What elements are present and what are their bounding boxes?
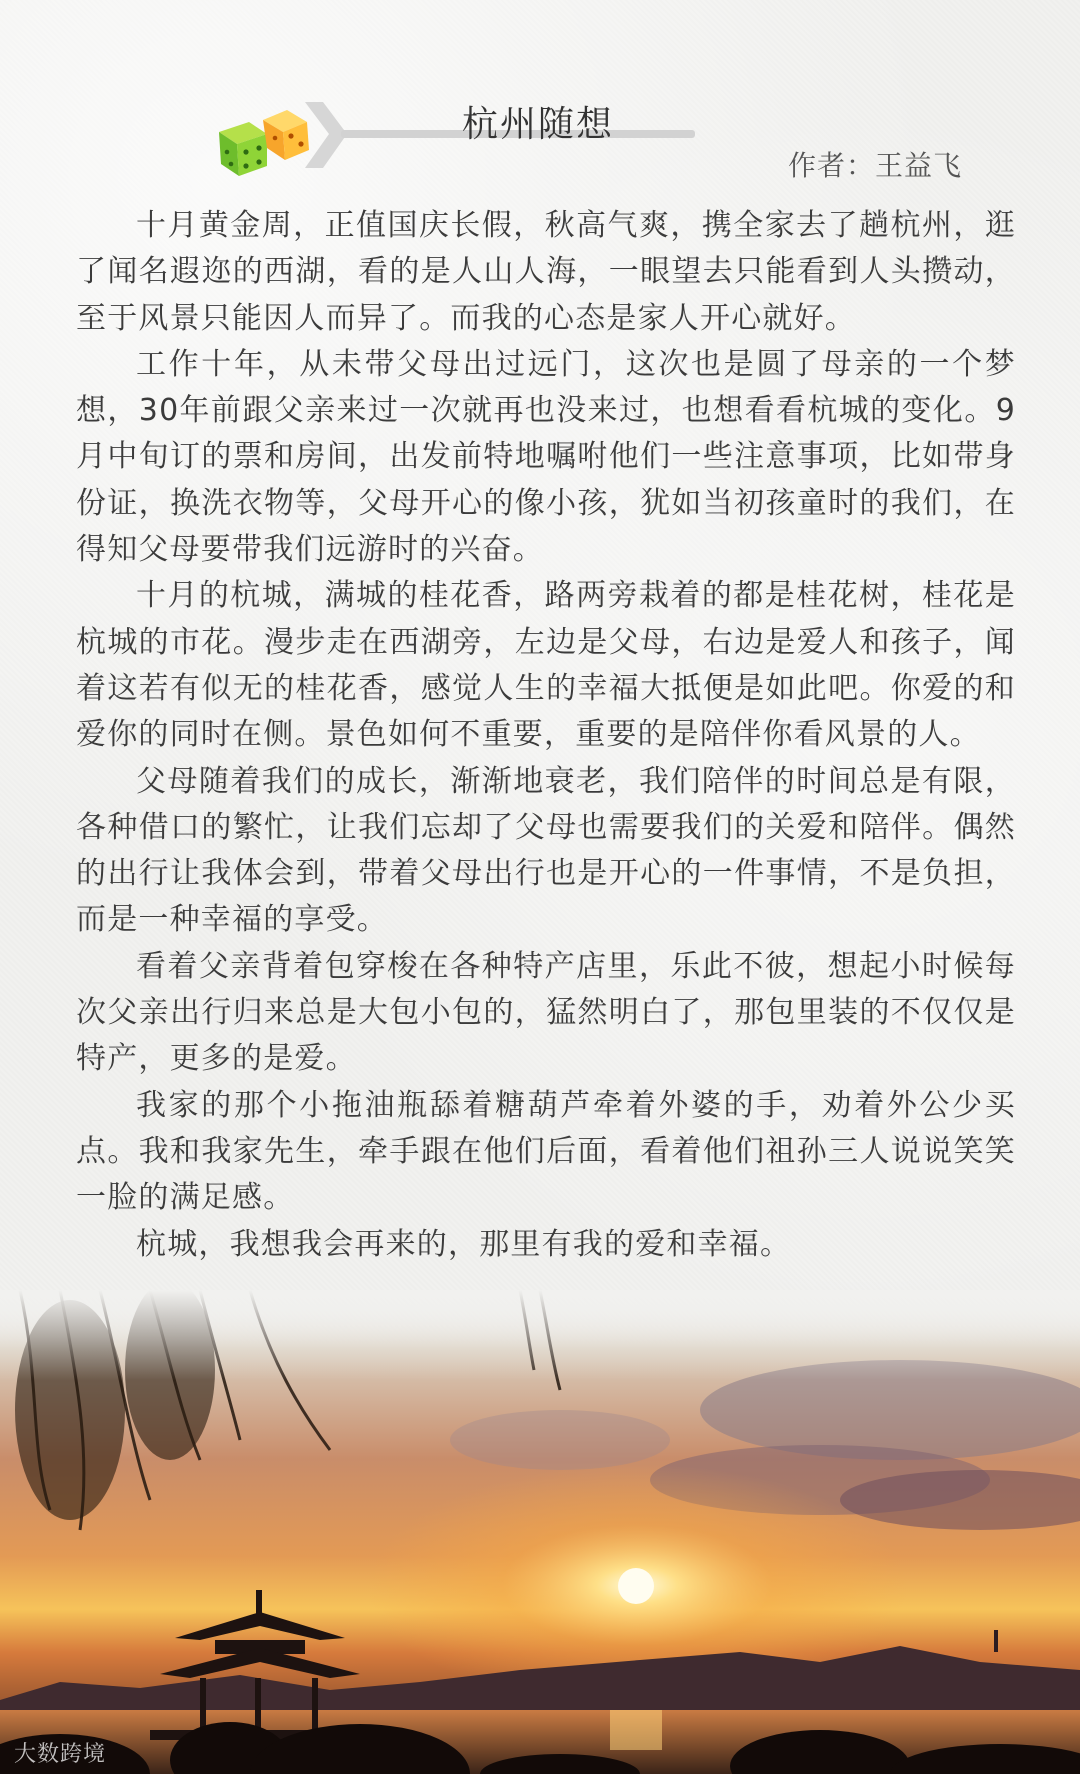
paragraph: 十月黄金周，正值国庆长假，秋高气爽，携全家去了趟杭州，逛了闻名遐迩的西湖，看的是人山人海，一眼望去只能看到人头攒动，至于风景只能因人而异了。而我的心态是家人开心就好。 xyxy=(76,208,1016,336)
author-line: 作者：王益飞 xyxy=(788,149,963,182)
west-lake-sunset-photo xyxy=(0,1290,1080,1774)
article-body xyxy=(76,203,1016,1268)
paragraph: 看着父亲背着包穿梭在各种特产店里，乐此不彼，想起小时候每次父亲出行归来总是大包小包的，猛然明白了，那包里装的不仅仅是特产，更多的是爱。 xyxy=(76,948,1016,1077)
paragraph: 杭城，我想我会再来的，那里有我的爱和幸福。 xyxy=(136,1226,792,1262)
paragraph: 我家的那个小拖油瓶舔着糖葫芦牵着外婆的手，劝着外公少买点。我和我家先生，牵手跟在他们后面，看着他们祖孙三人说说笑笑一脸的满足感。 xyxy=(76,1087,1016,1216)
paragraph: 工作十年，从未带父母出过远门，这次也是圆了母亲的一个梦想，30年前跟父亲来过一次就再也没来过，也想看看杭城的变化。9月中旬订的票和房间，出发前特地嘱咐他们一些注意事项，比如带身份证，换洗衣物等，父母开心的像小孩，犹如当初孩童时的我们，在得知父母要带我们远游时的兴奋。 xyxy=(76,346,1016,568)
paragraph: 父母随着我们的成长，渐渐地衰老，我们陪伴的时间总是有限，各种借口的繁忙，让我们忘却了父母也需要我们的关爱和陪伴。偶然的出行让我体会到，带着父母出行也是开心的一件事情，不是负担，而是一种幸福的享受。 xyxy=(76,763,1016,938)
watermark-logo: 大数跨境 xyxy=(14,1742,107,1767)
paragraph: 十月的杭城，满城的桂花香，路两旁栽着的都是桂花树，桂花是杭城的市花。漫步走在西湖旁，左边是父母，右边是爱人和孩子，闻着这若有似无的桂花香，感觉人生的幸福大抵便是如此吧。你爱的和爱你的同时在侧。景色如何不重要，重要的是陪伴你看风景的人。 xyxy=(76,578,1016,753)
page-title: 杭州随想 xyxy=(462,104,615,145)
